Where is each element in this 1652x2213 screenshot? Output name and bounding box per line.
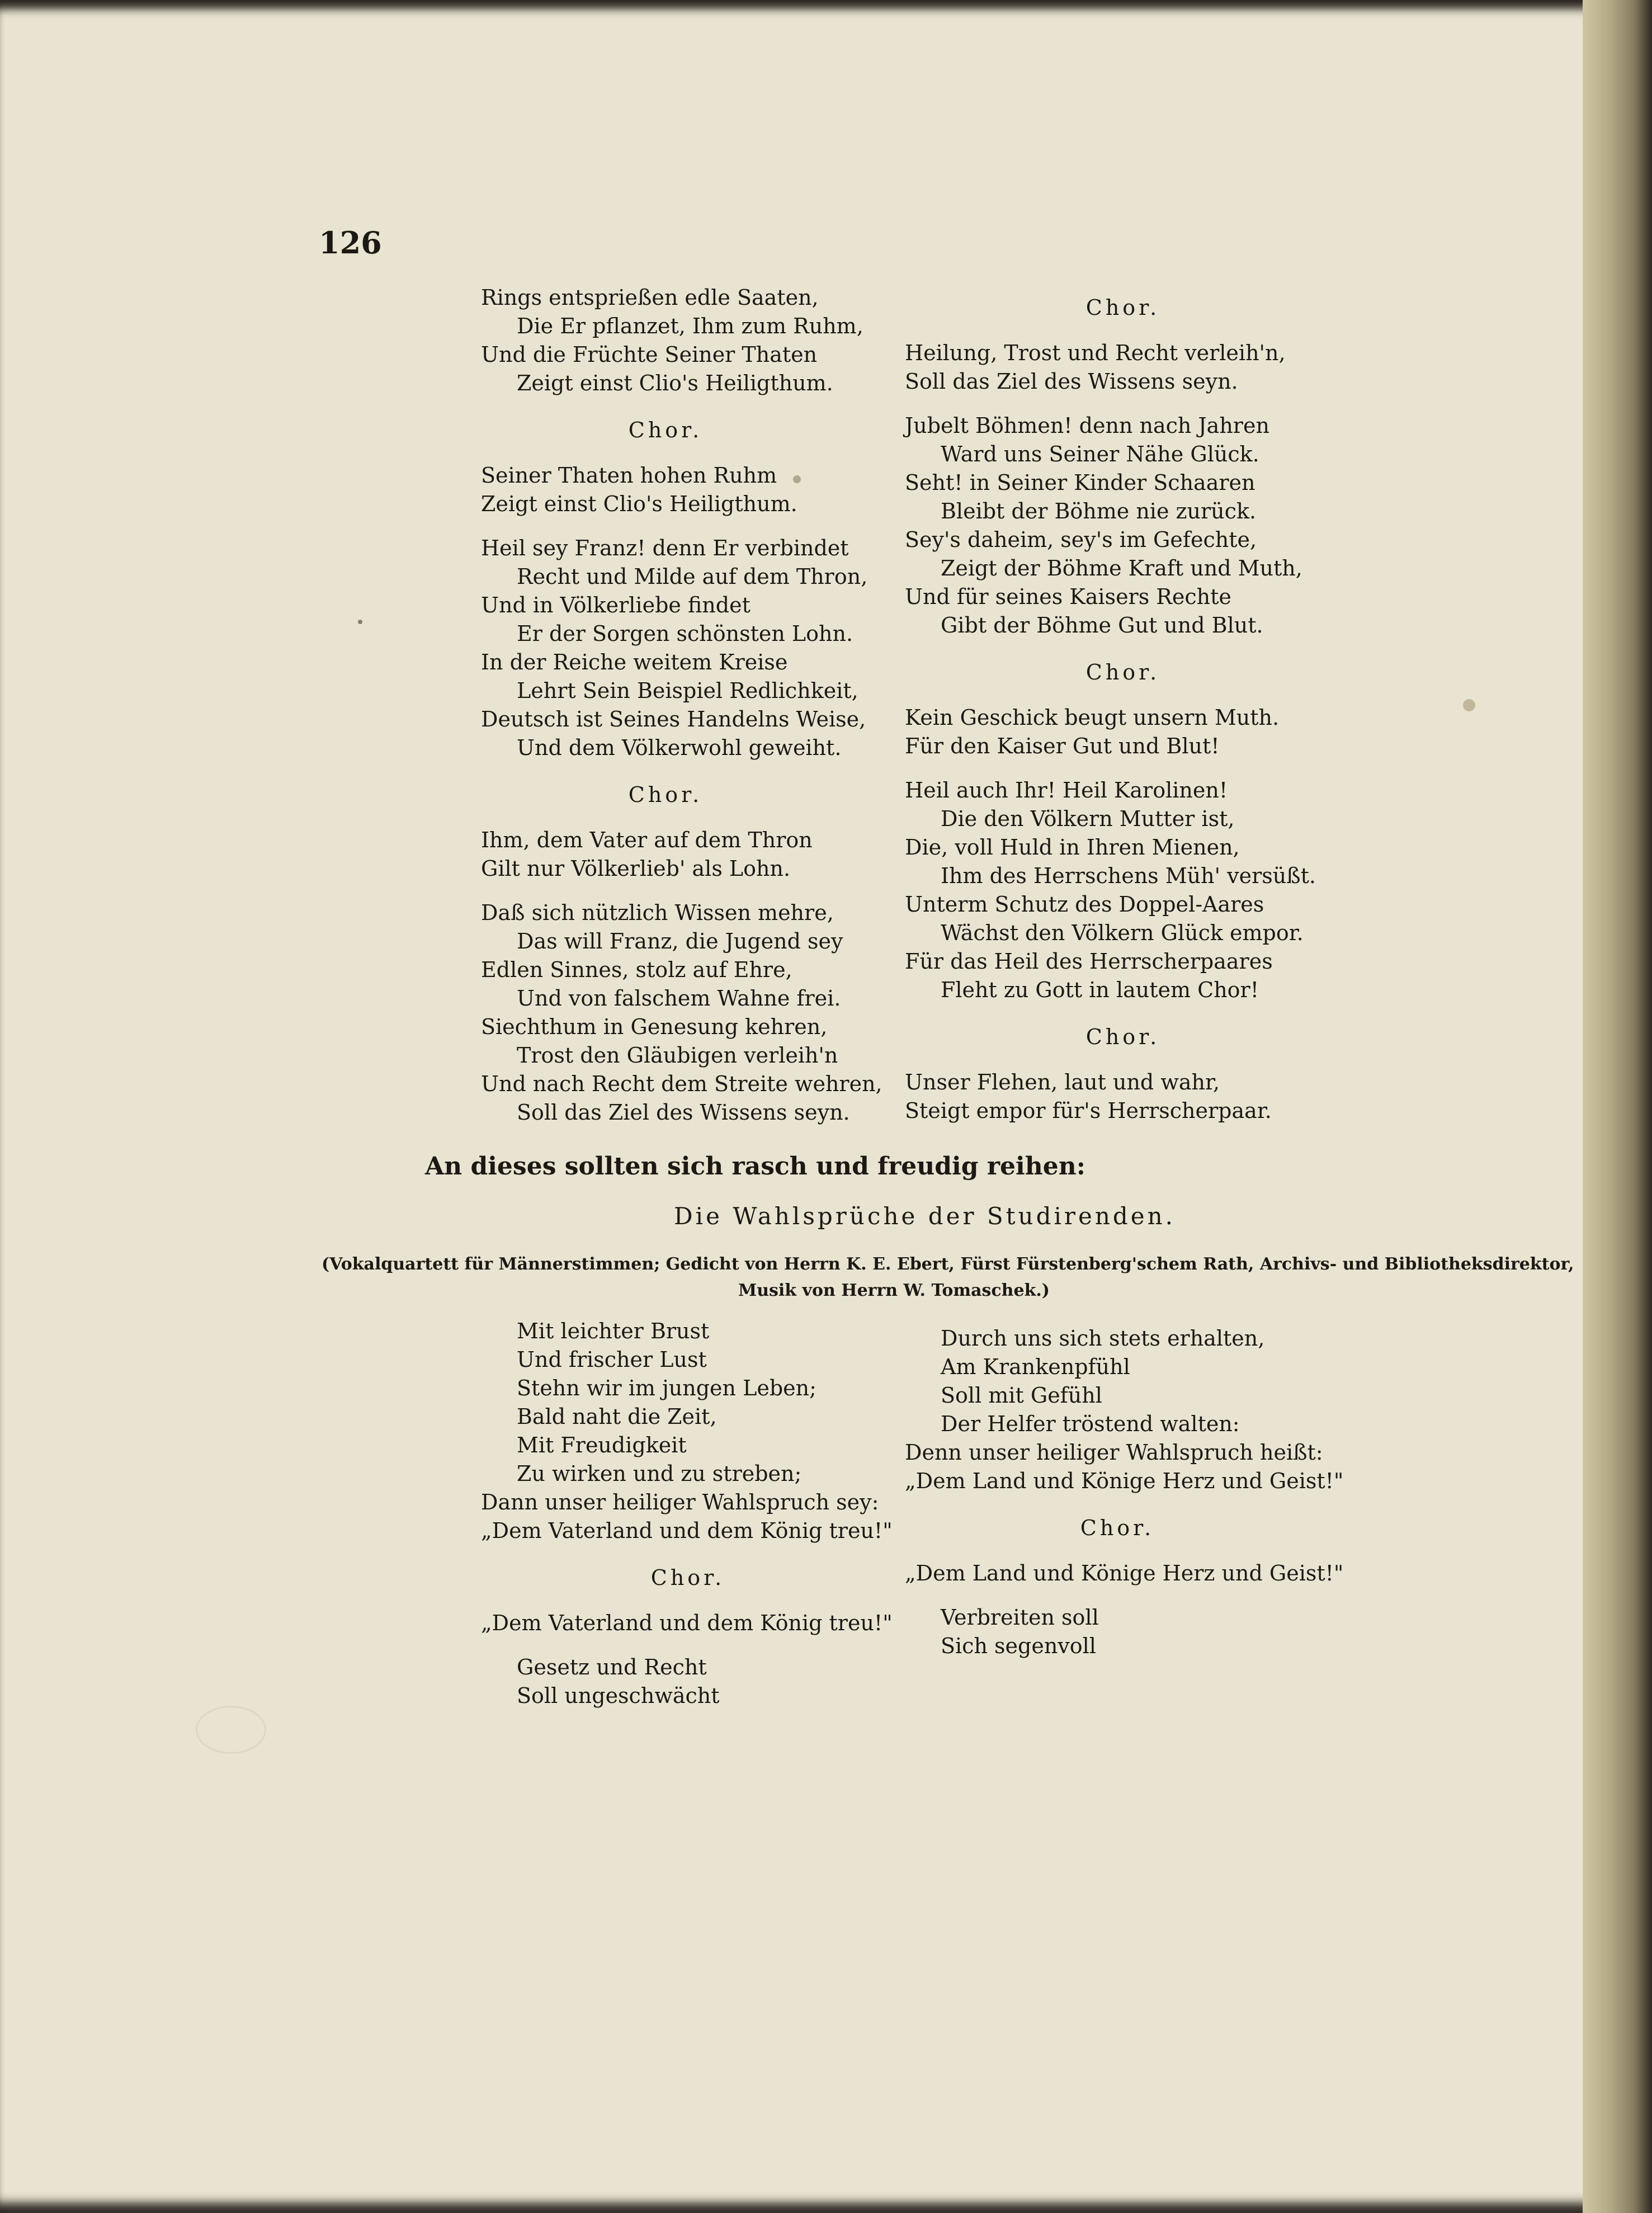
credit-line-music: Musik von Herrn W. Tomaschek.)	[738, 1281, 1050, 1300]
verse-line: „Dem Vaterland und dem König treu!"	[481, 1518, 893, 1543]
stanza	[481, 1317, 893, 1545]
verse-line: Gesetz und Recht	[517, 1655, 707, 1679]
verse-line: Er der Sorgen schönsten Lohn.	[517, 621, 853, 646]
chor-label: Chor.	[650, 1565, 725, 1590]
page-number: 126	[319, 225, 382, 261]
verse-line: Bald naht die Zeit,	[517, 1404, 717, 1429]
verse-line: Soll ungeschwächt	[517, 1683, 720, 1708]
verse-line: Daß sich nützlich Wissen mehre,	[481, 900, 834, 925]
chor-label: Chor.	[628, 782, 703, 807]
verse-line: Zeigt einst Clio's Heiligthum.	[481, 492, 797, 516]
verse-line: Zeigt der Böhme Kraft und Muth,	[941, 556, 1302, 581]
chor-label: Chor.	[1085, 1025, 1160, 1049]
stanza	[481, 284, 863, 398]
verse-line: „Dem Land und Könige Herz und Geist!"	[905, 1469, 1344, 1493]
paper-stain	[358, 620, 362, 624]
verse-line: Denn unser heiliger Wahlspruch heißt:	[905, 1440, 1323, 1465]
verse-line: Seiner Thaten hohen Ruhm	[481, 463, 777, 488]
verse-line: Heilung, Trost und Recht verleih'n,	[905, 341, 1286, 365]
verse-line: Soll mit Gefühl	[941, 1383, 1102, 1408]
verse-line: Soll das Ziel des Wissens seyn.	[517, 1100, 850, 1125]
verse-line: Sey's daheim, sey's im Gefechte,	[905, 527, 1257, 552]
verse-line: Die Er pflanzet, Ihm zum Ruhm,	[517, 314, 863, 338]
paper-stain	[196, 1706, 266, 1754]
verse-line: Das will Franz, die Jugend sey	[517, 929, 843, 954]
stanza	[481, 1653, 720, 1710]
verse-line: Ihm, dem Vater auf dem Thron	[481, 828, 813, 852]
verse-line: Gibt der Böhme Gut und Blut.	[941, 613, 1263, 638]
verse-line: Ward uns Seiner Nähe Glück.	[941, 442, 1259, 466]
verse-line: Rings entsprießen edle Saaten,	[481, 285, 819, 310]
verse-line: Für das Heil des Herrscherpaares	[905, 949, 1273, 974]
verse-line: Und von falschem Wahne frei.	[517, 986, 841, 1011]
verse-line: Kein Geschick beugt unsern Muth.	[905, 705, 1280, 730]
verse-line: Trost den Gläubigen verleih'n	[517, 1043, 838, 1068]
verse-line: Unser Flehen, laut und wahr,	[905, 1070, 1220, 1094]
stanza	[905, 339, 1286, 396]
paper-stain	[1463, 699, 1475, 711]
verse-line: Edlen Sinnes, stolz auf Ehre,	[481, 957, 792, 982]
chor-label: Chor.	[1080, 1516, 1155, 1540]
verse-line: Steigt empor für's Herrscherpaar.	[905, 1098, 1272, 1123]
credit-line: (Vokalquartett für Männerstimmen; Gedicht von Herrn K. E. Ebert, Fürst Fürstenberg'schem Rath, Archivs- und Bibliotheksdirektor,	[322, 1254, 1574, 1274]
book-binding-edge	[1583, 0, 1652, 2213]
verse-line: Und nach Recht dem Streite wehren,	[481, 1072, 882, 1096]
stanza	[905, 1603, 1099, 1660]
verse-line: Und frischer Lust	[517, 1347, 707, 1372]
chor-label: Chor.	[1085, 295, 1160, 320]
verse-line: Heil auch Ihr! Heil Karolinen!	[905, 778, 1228, 803]
verse-line: Durch uns sich stets erhalten,	[941, 1326, 1265, 1351]
verse-line: Unterm Schutz des Doppel-Aares	[905, 892, 1264, 917]
verse-line: Mit Freudigkeit	[517, 1433, 687, 1457]
stanza	[481, 899, 882, 1127]
verse-line: Sich segenvoll	[941, 1634, 1096, 1658]
stanza	[905, 1559, 1343, 1588]
verse-line: Für den Kaiser Gut und Blut!	[905, 734, 1220, 758]
verse-line: Ihm des Herrschens Müh' versüßt.	[941, 864, 1316, 888]
verse-line: Und die Früchte Seiner Thaten	[481, 342, 818, 367]
verse-line: In der Reiche weitem Kreise	[481, 650, 788, 674]
verse-line: Wächst den Völkern Glück empor.	[941, 921, 1304, 945]
verse-line: Und für seines Kaisers Rechte	[905, 584, 1231, 609]
verse-line: Lehrt Sein Beispiel Redlichkeit,	[517, 678, 858, 703]
verse-line: Verbreiten soll	[941, 1605, 1099, 1630]
verse-line: Die den Völkern Mutter ist,	[941, 806, 1235, 831]
verse-line: Dann unser heiliger Wahlspruch sey:	[481, 1490, 879, 1514]
verse-line: „Dem Land und Könige Herz und Geist!"	[905, 1561, 1344, 1586]
verse-line: „Dem Vaterland und dem König treu!"	[481, 1611, 893, 1635]
verse-line: Die, voll Huld in Ihren Mienen,	[905, 835, 1240, 860]
verse-line: Recht und Milde auf dem Thron,	[517, 564, 868, 589]
intro-sentence: An dieses sollten sich rasch und freudig reihen:	[425, 1152, 1085, 1181]
stanza	[481, 1609, 893, 1638]
stanza	[481, 461, 797, 518]
verse-line: Seht! in Seiner Kinder Schaaren	[905, 470, 1255, 495]
stanza	[481, 826, 813, 883]
stanza	[905, 1324, 1343, 1495]
section-heading: Die Wahlsprüche der Studirenden.	[674, 1202, 1176, 1230]
verse-line: Und dem Völkerwohl geweiht.	[517, 735, 842, 760]
verse-line: Am Krankenpfühl	[941, 1355, 1130, 1379]
stanza	[905, 412, 1302, 640]
verse-line: Gilt nur Völkerlieb' als Lohn.	[481, 856, 791, 881]
verse-line: Heil sey Franz! denn Er verbindet	[481, 536, 849, 560]
stanza	[905, 1068, 1272, 1125]
chor-label: Chor.	[1085, 660, 1160, 685]
stanza	[481, 534, 867, 762]
paper-stain	[793, 475, 801, 483]
verse-line: Und in Völkerliebe findet	[481, 593, 751, 617]
stanza	[905, 704, 1279, 761]
verse-line: Mit leichter Brust	[517, 1319, 710, 1343]
verse-line: Stehn wir im jungen Leben;	[517, 1376, 816, 1400]
verse-line: Der Helfer tröstend walten:	[941, 1412, 1240, 1436]
verse-line: Fleht zu Gott in lautem Chor!	[941, 978, 1259, 1002]
verse-line: Zu wirken und zu streben;	[517, 1461, 802, 1486]
verse-line: Siechthum in Genesung kehren,	[481, 1015, 828, 1039]
verse-line: Jubelt Böhmen! denn nach Jahren	[905, 413, 1269, 438]
verse-line: Deutsch ist Seines Handelns Weise,	[481, 707, 866, 732]
chor-label: Chor.	[628, 418, 703, 442]
stanza	[905, 776, 1316, 1004]
verse-line: Zeigt einst Clio's Heiligthum.	[517, 371, 833, 395]
verse-line: Soll das Ziel des Wissens seyn.	[905, 369, 1238, 394]
verse-line: Bleibt der Böhme nie zurück.	[941, 499, 1257, 523]
